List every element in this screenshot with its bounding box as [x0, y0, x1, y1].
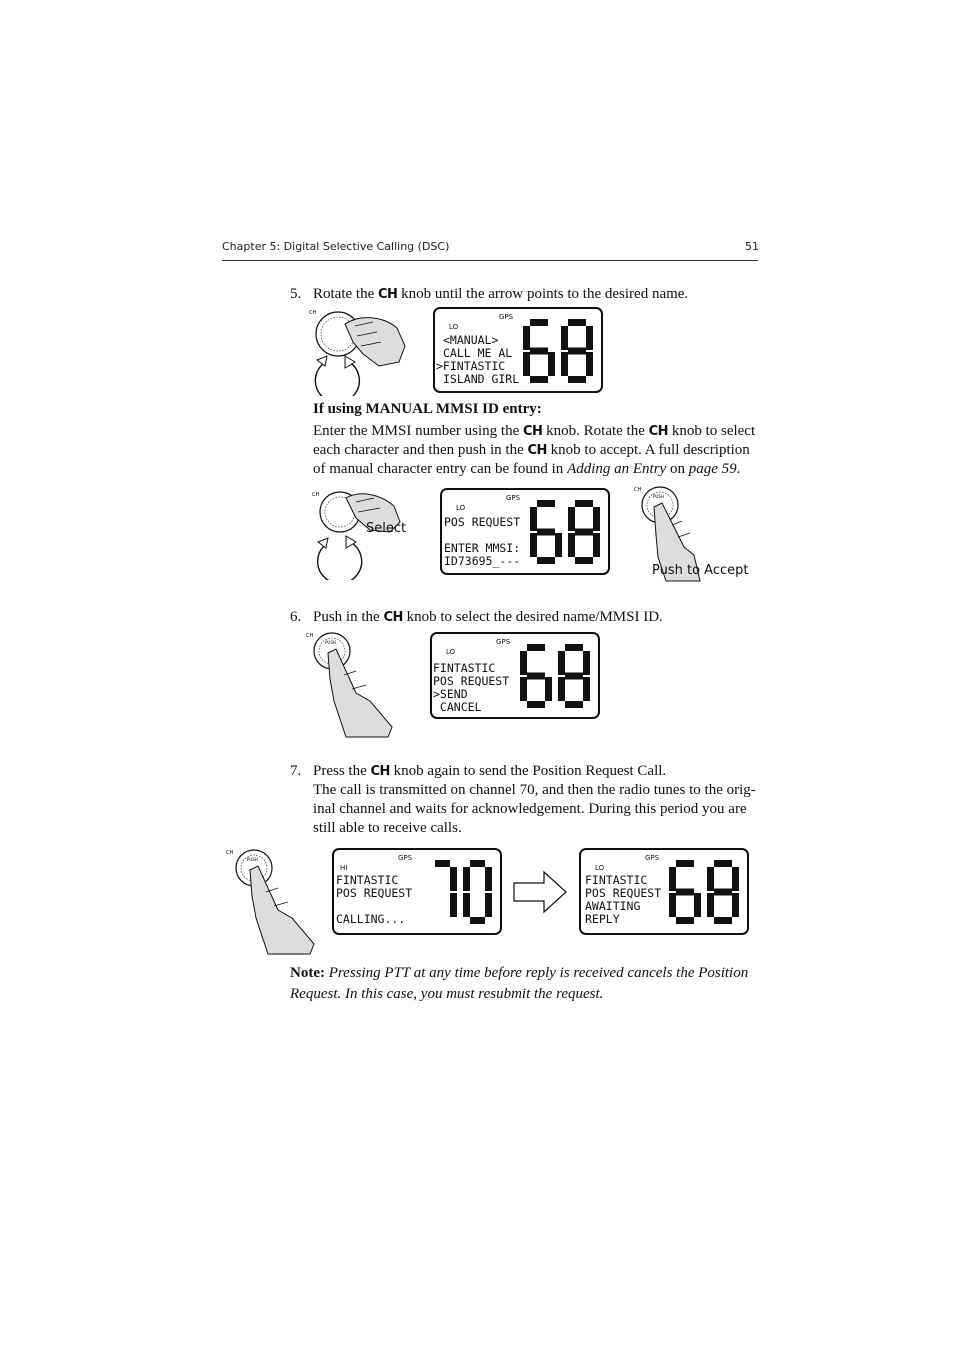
segment-g [676, 889, 694, 896]
select-label: Select [366, 521, 407, 536]
segment-f [568, 507, 575, 531]
gps-indicator: GPS [496, 638, 511, 646]
segment-f [520, 651, 527, 675]
segment-c [548, 352, 555, 376]
gps-indicator: GPS [645, 854, 660, 862]
lcd-line-mmsi: ID73695_--- [444, 554, 521, 568]
svg-text:PUSH: PUSH [247, 857, 258, 862]
lcd-line: >SEND [433, 687, 468, 701]
segment-a [527, 644, 545, 651]
segment-e [523, 352, 530, 376]
segment-e [669, 893, 676, 917]
lcd-display-send-menu [430, 632, 600, 719]
segment-f [558, 651, 565, 675]
segment-e [707, 893, 714, 917]
segment-c [732, 893, 739, 917]
svg-text:CH: CH [306, 633, 314, 639]
segment-d [527, 701, 545, 708]
segment-f [530, 507, 537, 531]
gps-indicator: GPS [398, 854, 413, 862]
segment-d [568, 376, 586, 383]
segment-g [714, 889, 732, 896]
lcd-line: CALLING... [336, 912, 406, 926]
segment-d [530, 376, 548, 383]
rotate-knob-icon [305, 306, 415, 396]
segment-c [555, 533, 562, 557]
segment-g [527, 673, 545, 680]
segment-c [586, 352, 593, 376]
lcd-line: POS REQUEST [444, 515, 521, 529]
channel-readout [530, 500, 606, 566]
segment-g [575, 529, 593, 536]
segment-a [565, 644, 583, 651]
svg-text:CH: CH [226, 850, 234, 856]
segment-e [568, 533, 575, 557]
chapter-title: Chapter 5: Digital Selective Calling (DSC) [222, 240, 450, 253]
svg-text:PUSH: PUSH [653, 494, 664, 499]
segment-e [561, 352, 568, 376]
manual-paragraph: Enter the MMSI number using the CH knob. Rotate the CH knob to select each character and then push in the CH knob to accept. A full description of manual character entry can be found in Adding an Entry on page 59. [313, 423, 756, 477]
lcd-line: >FINTASTIC [436, 359, 506, 373]
note-label: Note: [290, 965, 325, 981]
lcd-line: FINTASTIC [336, 873, 399, 887]
segment-c [545, 677, 552, 701]
lcd-line: ISLAND GIRL [443, 372, 520, 386]
segment-b [586, 326, 593, 350]
header-rule [222, 260, 758, 261]
page-number: 51 [745, 240, 759, 253]
segment-d [575, 557, 593, 564]
lcd-display-awaiting [579, 848, 749, 935]
lcd-display-calling [332, 848, 502, 935]
segment-b [450, 867, 457, 891]
step-6-text: Push in the CH knob to select the desired name/MMSI ID. [313, 609, 663, 625]
segment-c [593, 533, 600, 557]
segment-d [537, 557, 555, 564]
gps-indicator: GPS [506, 494, 521, 502]
segment-c [583, 677, 590, 701]
segment-a [537, 500, 555, 507]
channel-readout [520, 644, 596, 710]
step-5-text: Rotate the CH knob until the arrow points to the desired name. [313, 286, 689, 302]
segment-f [669, 867, 676, 891]
svg-text:PUSH: PUSH [325, 640, 336, 645]
note-block: Note: Pressing PTT at any time before reply is received cancels the Position Request. In this case, you must resubmit the request. [290, 965, 749, 1002]
channel-readout [428, 860, 498, 926]
lcd-line: CALL ME AL [443, 346, 513, 360]
channel-readout [523, 319, 599, 385]
channel-readout [669, 860, 745, 926]
power-mode-indicator: HI [340, 864, 348, 872]
segment-a [676, 860, 694, 867]
segment-g [568, 348, 586, 355]
push-to-accept-label: Push to Accept [652, 563, 749, 578]
lcd-display-name-list [433, 307, 603, 393]
lcd-line: REPLY [585, 912, 620, 926]
segment-g [565, 673, 583, 680]
manual-heading: If using MANUAL MMSI ID entry: [313, 401, 542, 417]
power-mode-indicator: LO [456, 504, 466, 512]
segment-b [732, 867, 739, 891]
segment-c [694, 893, 701, 917]
segment-a [568, 319, 586, 326]
power-mode-indicator: LO [446, 648, 456, 656]
segment-f [463, 867, 470, 891]
push-knob-icon [304, 631, 400, 741]
lcd-line: ENTER MMSI: [444, 541, 521, 555]
segment-a [435, 860, 450, 867]
segment-d [565, 701, 583, 708]
right-arrow-icon [512, 870, 568, 914]
lcd-line: CANCEL [433, 700, 482, 714]
lcd-line: POS REQUEST [336, 886, 413, 900]
segment-c [485, 893, 492, 917]
segment-e [558, 677, 565, 701]
lcd-line: POS REQUEST [585, 886, 662, 900]
segment-e [530, 533, 537, 557]
push-knob-icon [224, 846, 320, 958]
step-7-number: 7. [290, 763, 302, 779]
svg-text:CH: CH [634, 487, 642, 493]
lcd-display-mmsi-entry [440, 488, 610, 575]
svg-text:CH: CH [312, 492, 320, 498]
lcd-line: FINTASTIC [433, 661, 496, 675]
segment-e [463, 893, 470, 917]
power-mode-indicator: LO [449, 323, 459, 331]
segment-g [537, 529, 555, 536]
segment-d [676, 917, 694, 924]
segment-b [583, 651, 590, 675]
svg-text:CH: CH [309, 310, 317, 316]
segment-f [707, 867, 714, 891]
step-7-text: Press the CH knob again to send the Position Request Call. The call is transmitted on channel 70, and then the radio tunes to the orig- inal channel and waits for acknowledgement. During this period you are still able to receive calls. [313, 763, 756, 836]
lcd-line: <MANUAL> [443, 333, 499, 347]
segment-a [714, 860, 732, 867]
segment-f [561, 326, 568, 350]
step-6-number: 6. [290, 609, 302, 625]
lcd-line: AWAITING [585, 899, 641, 913]
segment-a [575, 500, 593, 507]
segment-a [470, 860, 485, 867]
segment-d [714, 917, 732, 924]
segment-b [485, 867, 492, 891]
segment-c [450, 893, 457, 917]
segment-b [593, 507, 600, 531]
step-5-number: 5. [290, 286, 302, 302]
segment-a [530, 319, 548, 326]
gps-indicator: GPS [499, 313, 514, 321]
segment-d [470, 917, 485, 924]
segment-f [523, 326, 530, 350]
power-mode-indicator: LO [595, 864, 605, 872]
lcd-line: FINTASTIC [585, 873, 648, 887]
lcd-line: POS REQUEST [433, 674, 510, 688]
segment-g [530, 348, 548, 355]
segment-e [520, 677, 527, 701]
